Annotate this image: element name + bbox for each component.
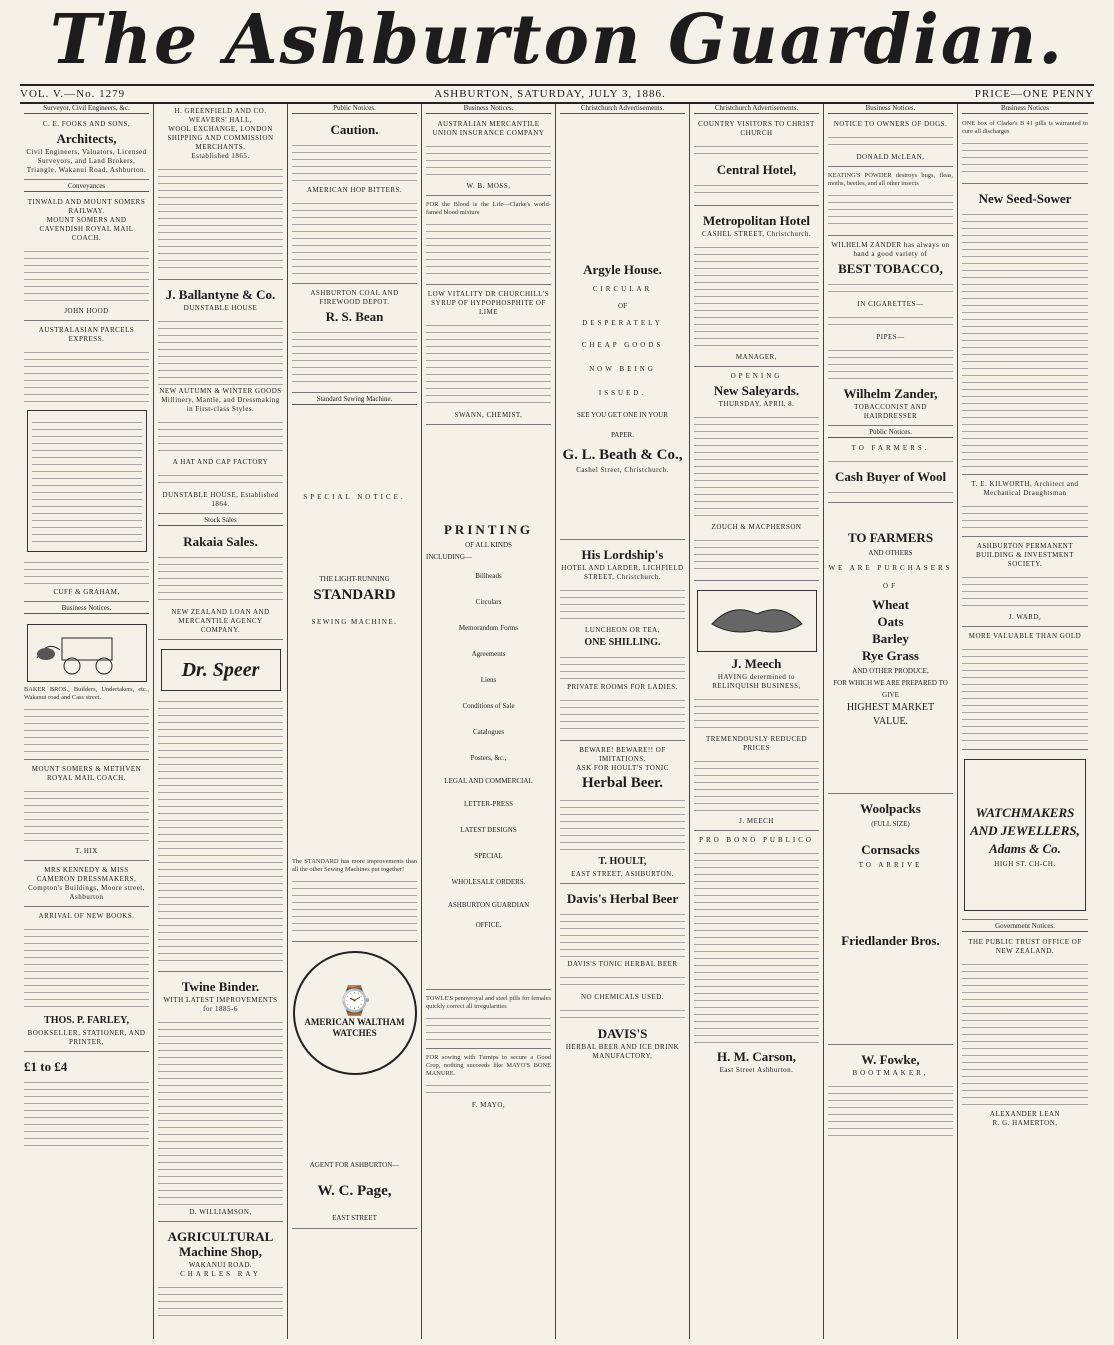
ad-twine-binder: Twine Binder. WITH LATEST IMPROVEMENTS for 1885-6 D. WILLIAMSON,: [158, 974, 283, 1222]
text-block: [292, 326, 417, 386]
text-block: [560, 908, 685, 958]
adams-jewellers-logo: WATCHMAKERS AND JEWELLERS, Adams & Co. HIGH ST. CH-CH.: [964, 759, 1086, 911]
text-block: [158, 315, 283, 385]
ad-to-farmers: TO FARMERS AND OTHERS WE ARE PURCHASERS OF Wheat Oats Barley Rye Grass AND OTHER PRODUCE, FOR WHICH WE ARE PREPARED TO GIVE HIGHEST MARKET VALUE.: [828, 505, 953, 794]
text-block: [24, 785, 149, 845]
ad-caution: Caution. AMERICAN HOP BITTERS.: [292, 117, 417, 284]
ad-w-fowke: W. Fowke, BOOTMAKER,: [828, 1047, 953, 1146]
section-heading: Stock Sales: [158, 516, 283, 526]
page-columns: [20, 104, 1096, 1339]
text-block: [694, 140, 819, 160]
hearse-carriage-image: [27, 624, 147, 682]
text-block: [962, 137, 1088, 177]
column-1: [20, 104, 154, 1339]
ad-new-books: ARRIVAL OF NEW BOOKS. THOS. P. FARLEY, BOOKSELLER, STATIONER, AND PRINTER,: [24, 909, 149, 1052]
text-block: [694, 411, 819, 521]
text-block: [158, 416, 283, 456]
ad-towles-pills: TOWLE'S pennyroyal and steel pills for females quickly correct all irregularities: [426, 992, 551, 1049]
ad-mayo-bone-manure: FOR sowing with Turnips to secure a Good Crop, nothing succeeds like MAYO'S BONE MANURE. F. MAYO,: [426, 1054, 551, 1110]
text-block: [828, 131, 953, 151]
ad-machine-shop: AGRICULTURAL Machine Shop, WAKANUI ROAD. CHARLES RAY: [158, 1224, 283, 1327]
section-heading: Surveyor, Civil Engineers, &c.: [24, 104, 149, 114]
ad-new-saleyards: OPENING New Saleyards. THURSDAY, APRIL 8. ZOUCH & MACPHERSON: [694, 369, 819, 581]
section-heading: Business Notices.: [24, 604, 149, 614]
dateline: [20, 84, 1094, 104]
ad-mount-somers-coach: MOUNT SOMERS & METHVEN ROYAL MAIL COACH. T. HIX: [24, 762, 149, 861]
text-block: [828, 278, 953, 298]
ad-dressmakers: MRS KENNEDY & MISS CAMERON DRESSMAKERS, Compton's Buildings, Moore street, Ashburton: [24, 863, 149, 907]
text-block: [828, 189, 953, 229]
text-block: [828, 311, 953, 331]
text-block: [694, 241, 819, 351]
section-heading: Business Notices.: [426, 104, 551, 114]
text-block: [24, 556, 149, 586]
text-block: [24, 703, 149, 753]
text-block: [158, 1281, 283, 1321]
text-block: [560, 694, 685, 734]
ad-hoults-herbal-beer: BEWARE! BEWARE!! OF IMITATIONS. ASK FOR HOULT'S TONIC Herbal Beer. T. HOULT, EAST STREET, ASHBURTON.: [560, 743, 685, 884]
ad-dog-owners: NOTICE TO OWNERS OF DOGS. DONALD McLEAN,: [828, 117, 953, 167]
ad-keatings-powder: KEATING'S POWDER destroys bugs, fleas, moths, beetles, and all other insects: [828, 169, 953, 236]
column-7: [824, 104, 958, 1339]
text-block: [426, 1079, 551, 1099]
ad-adams-jewellers: [962, 752, 1088, 920]
text-block: [828, 486, 953, 496]
ad-clarke-pills: ONE box of Clarke's B 41 pills is warranted to cure all discharges: [962, 117, 1088, 184]
ad-pro-bono-publico: PRO BONO PUBLICO H. M. Carson, East Street Ashburton.: [694, 833, 819, 1079]
column-8: [958, 104, 1092, 1339]
text-block: [24, 923, 149, 1013]
section-heading: Conveyances: [24, 182, 149, 192]
text-block: [158, 163, 283, 273]
text-block: [560, 651, 685, 681]
text-block: [828, 1080, 953, 1140]
ad-wilhelm-zander: WILHELM ZANDER has always on hand a good variety of BEST TOBACCO, IN CIGARETTES— PIPES— Wilhelm Zander, TOBACCONIST AND HAIRDRESSER: [828, 238, 953, 426]
price: PRICE—ONE PENNY: [974, 88, 1094, 100]
text-block: [694, 179, 819, 199]
text-block: [560, 971, 685, 991]
text-block: [158, 1016, 283, 1206]
section-heading: Public Notices.: [292, 104, 417, 114]
text-block: [426, 140, 551, 180]
text-block: [426, 1012, 551, 1042]
text-block: [292, 197, 417, 277]
text-block: [24, 346, 149, 406]
ad-parcels-express: AUSTRALASIAN PARCELS EXPRESS. CUFF & GRAHAM,: [24, 323, 149, 602]
printing-items-list: Billheads Circulars Memorandum Forms Agreements Liens Conditions of Sale Catalogues Posters, &c.,: [458, 572, 519, 763]
ad-coal-depot: ASHBURTON COAL AND FIREWOOD DEPOT. R. S. Bean: [292, 286, 417, 393]
text-block: [24, 1076, 149, 1146]
masthead: [0, 0, 1114, 82]
text-block: [158, 469, 283, 489]
column-2: [154, 104, 288, 1339]
ad-woolpacks: Woolpacks (FULL SIZE) Cornsacks TO ARRIVE Friedlander Bros.: [828, 796, 953, 1045]
ad-rakaia-sales: Rakaia Sales. NEW ZEALAND LOAN AND MERCANTILE AGENCY COMPANY.: [158, 529, 283, 640]
text-block: [560, 1004, 685, 1024]
dr-speer-banner: Dr. Speer: [161, 649, 281, 691]
text-block: [962, 208, 1088, 468]
text-block: [560, 794, 685, 854]
column-4: [422, 104, 556, 1339]
text-block: [694, 534, 819, 574]
text-block: [694, 693, 819, 733]
ad-low-vitality: LOW VITALITY DR CHURCHILL'S SYRUP OF HYPOPHOSPHITE OF LIME SWANN, CHEMIST,: [426, 287, 551, 425]
text-block: [828, 344, 953, 384]
carriage-icon: [32, 628, 142, 678]
watch-icon: ⌚: [337, 986, 372, 1018]
section-heading: Christchurch Advertisements.: [560, 104, 685, 114]
rates-table: [27, 410, 147, 552]
saddle-icon: [702, 594, 812, 648]
ad-ballantyne: J. Ballantyne & Co. DUNSTABLE HOUSE NEW AUTUMN & WINTER GOODS Millinery, Mantle, and Dressmaking in First-class Styles. A HAT AND CAP FACTORY DUNSTABLE HOUSE, Established 1864.: [158, 282, 283, 514]
ad-mercantile-insurance: AUSTRALIAN MERCANTILE UNION INSURANCE COMPANY W. B. MOSS,: [426, 117, 551, 196]
issue-date: ASHBURTON, SATURDAY, JULY 3, 1886.: [434, 88, 666, 100]
ad-baker-bros: BAKER BROS., Builders, Undertakers, etc., Wakanui road and Cass street.: [24, 617, 149, 760]
saddle-image: [697, 590, 817, 652]
ad-more-valuable-than-gold: MORE VALUABLE THAN GOLD: [962, 629, 1088, 750]
ad-davis-herbal-beer: Davis's Herbal Beer DAVIS'S TONIC HERBAL BEER NO CHEMICALS USED. DAVIS'S HERBAL BEER AND ICE DRINK MANUFACTORY,: [560, 886, 685, 1065]
text-block: [158, 695, 283, 965]
ad-his-lordships: His Lordship's HOTEL AND LARDER, LICHFIELD STREET, Christchurch. LUNCHEON OR TEA, ONE SHILLING. PRIVATE ROOMS FOR LADIES.: [560, 542, 685, 741]
text-block: [962, 500, 1088, 530]
section-heading: Business Notices: [962, 104, 1088, 114]
ad-fooks-architects: C. E. FOOKS AND SONS, Architects, Civil Engineers, Valuators, Licensed Surveyors, and Land Brokers, Triangle, Wakanui Road, Ashburton.: [24, 117, 149, 180]
section-heading: Standard Sewing Machine.: [292, 395, 417, 405]
ad-central-hotel: COUNTRY VISITORS TO CHRIST CHURCH Central Hotel,: [694, 117, 819, 206]
section-heading: Government Notices.: [962, 922, 1088, 932]
ad-building-society: ASHBURTON PERMANENT BUILDING & INVESTMENT SOCIETY. J. WARD,: [962, 539, 1088, 627]
section-heading: Business Notices.: [828, 104, 953, 114]
ad-greenfield: H. GREENFIELD AND CO. WEAVERS' HALL, WOOL EXCHANGE, LONDON SHIPPING AND COMMISSION MERCHANTS. Established 1865.: [158, 104, 283, 280]
text-block: [158, 551, 283, 606]
ad-public-trust-office: THE PUBLIC TRUST OFFICE OF NEW ZEALAND. ALEXANDER LEAN R. G. HAMERTON,: [962, 935, 1088, 1132]
newspaper-title: The Ashburton Guardian.: [49, 0, 1065, 80]
text-block: [694, 755, 819, 815]
section-heading: Christchurch Advertisements.: [694, 104, 819, 114]
ad-money-offer: £1 to £4: [24, 1054, 149, 1152]
ad-kilworth-architect: T. E. KILWORTH, Architect and Mechanical Draughtsman: [962, 477, 1088, 537]
ad-standard-sewing: SPECIAL NOTICE. THE LIGHT-RUNNING STANDARD SEWING MACHINE. The STANDARD has more improvements than all the other Sewing Machines put together!: [292, 408, 417, 942]
text-block: [292, 139, 417, 184]
column-6: [690, 104, 824, 1339]
text-block: [292, 875, 417, 935]
ad-tinwald-railway: TINWALD AND MOUNT SOMERS RAILWAY. MOUNT SOMERS AND CAVENDISH ROYAL MAIL COACH. JOHN HOOD: [24, 195, 149, 321]
text-block: [962, 571, 1088, 611]
ad-argyle-house: Argyle House. CIRCULAR OF DESPERATELY CHEAP GOODS NOW BEING ISSUED. SEE YOU GET ONE IN YOUR PAPER. G. L. Beath & Co., Cashel Street, Christchurch.: [560, 117, 685, 540]
section-heading: Public Notices.: [828, 428, 953, 438]
ad-seed-sower: New Seed-Sower: [962, 186, 1088, 475]
text-block: [962, 958, 1088, 1108]
volume-number: VOL. V.—No. 1279: [20, 88, 126, 100]
ad-dr-speer: [158, 642, 283, 972]
ad-waltham-watches: ⌚ AMERICAN WALTHAM WATCHES AGENT FOR ASHBURTON— W. C. Page, EAST STREET: [292, 944, 417, 1229]
column-5: [556, 104, 690, 1339]
ad-metropolitan-hotel: Metropolitan Hotel CASHEL STREET, Christchurch. MANAGER,: [694, 208, 819, 367]
ad-clarke-blood-mixture: FOR the Blood is the Life—Clarke's world-famed blood mixture: [426, 198, 551, 285]
text-block: [828, 455, 953, 467]
text-block: [962, 643, 1088, 743]
ad-j-meech: J. Meech HAVING determined to RELINQUISH BUSINESS, TREMENDOUSLY REDUCED PRICES J. MEECH: [694, 583, 819, 831]
text-block: [426, 218, 551, 278]
text-block: [694, 847, 819, 1047]
ad-cash-buyer-wool: TO FARMERS. Cash Buyer of Wool: [828, 441, 953, 503]
waltham-watch-emblem: ⌚ AMERICAN WALTHAM WATCHES: [293, 951, 417, 1075]
ad-printing: PRINTING OF ALL KINDS INCLUDING— Billheads Circulars Memorandum Forms Agreements Liens Conditions of Sale Catalogues Posters, &c., LEGAL AND COMMERCIAL LETTER-PRESS LATEST DESIGNS SPECIAL WHOLESALE ORDERS. ASHBURTON GUARDIAN OFFICE.: [426, 427, 551, 990]
text-block: [560, 584, 685, 624]
column-3: [288, 104, 422, 1339]
text-block: [426, 319, 551, 409]
text-block: [24, 245, 149, 305]
